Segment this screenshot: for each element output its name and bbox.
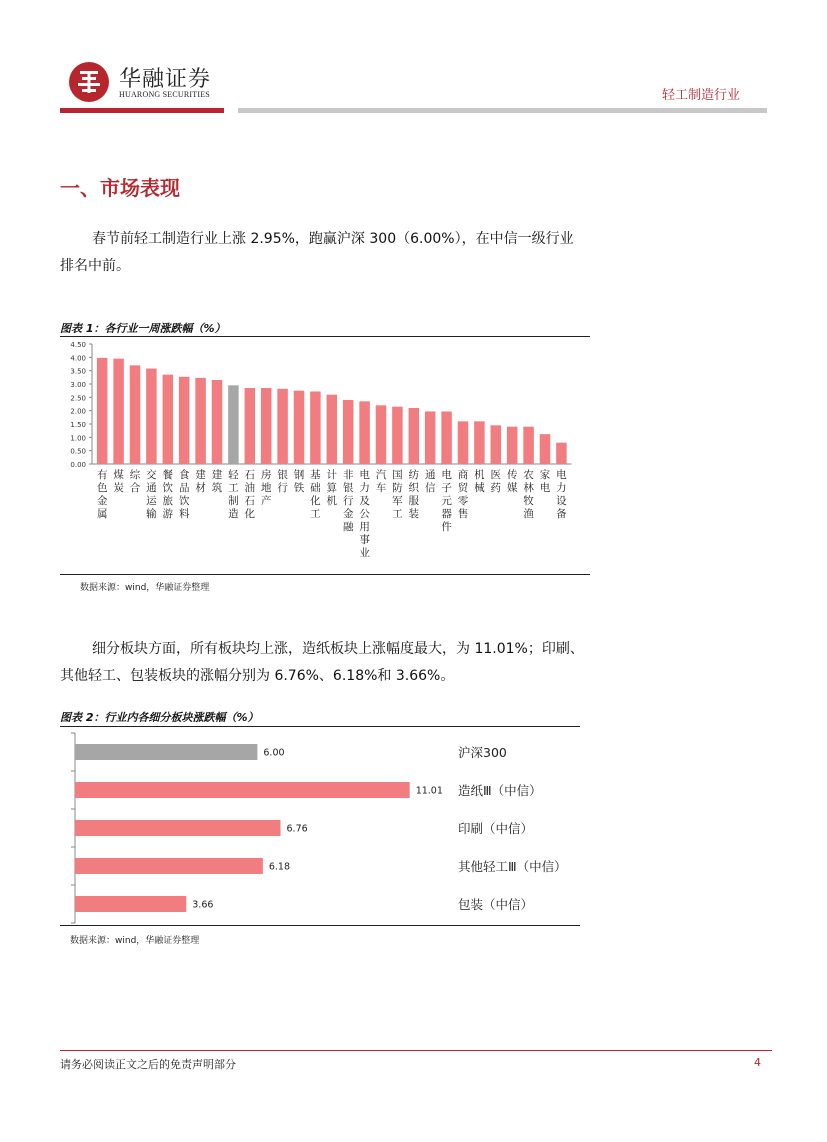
paragraph-intro: 春节前轻工制造行业上涨 2.95%，跑赢沪深 300（6.00%），在中信一级行业排名中前。 [60,231,574,274]
bar [163,375,174,464]
x-tick-label: 基础化工 [310,469,321,520]
category-label: 沪深300 [458,745,507,760]
data-label: 11.01 [415,785,443,797]
x-tick-label: 房地产 [260,469,272,507]
category-label: 印刷（中信） [458,821,534,836]
y-tick-label: 4.50 [70,341,86,349]
bar [491,425,502,464]
x-tick-label: 农林牧渔 [523,469,534,520]
data-label: 3.66 [192,899,214,911]
bar [359,401,370,464]
x-tick-label: 银行 [277,469,288,494]
company-logo-icon [69,62,109,102]
bar [261,388,272,464]
x-tick-label: 商贸零售 [457,469,469,520]
x-tick-label: 电子元器件 [441,469,452,533]
x-tick-label: 有色金属 [96,469,108,520]
data-label: 6.18 [268,861,291,873]
x-tick-label: 电力设备 [556,469,567,520]
bar [425,411,436,464]
figure2-bottom-rule [60,925,580,926]
x-tick-label: 石油石化 [244,469,256,520]
x-tick-label: 家电 [539,469,551,494]
bar [327,395,338,464]
x-tick-label: 通信 [424,469,436,494]
data-label: 6.76 [286,823,308,835]
bar [212,380,223,464]
x-tick-label: 机械 [474,469,485,494]
bar [130,365,141,464]
y-tick-label: 0.00 [70,461,86,469]
bar [75,744,257,760]
paragraph-subsectors: 细分板块方面，所有板块均上涨，造纸板块上涨幅度最大，为 11.01%；印刷、其他轻工、包装板块的涨幅分别为 6.76%、6.18%和 3.66%。 [60,641,584,684]
bar [523,427,534,464]
figure2-title: 图表 2：行业内各细分板块涨跌幅（%） [60,711,259,724]
bar [540,434,551,464]
bar [441,411,452,464]
x-tick-label: 电力及公用事业 [359,469,370,559]
logo-en-text: HUARONG SECURITIES [119,90,210,99]
bar [310,391,321,464]
industry-tag: 轻工制造行业 [662,88,741,103]
figure2-source: 数据来源：wind，华融证券整理 [70,936,200,946]
bar [75,896,186,912]
y-tick-label: 1.00 [70,434,86,443]
logo-cn-text: 华融证券 [119,67,212,92]
bar [113,359,124,464]
y-tick-label: 0.50 [70,447,86,456]
y-tick-label: 4.00 [70,354,86,363]
x-tick-label: 汽车 [375,469,387,494]
section-title: 一、市场表现 [60,176,180,200]
x-tick-label: 国防军工 [392,469,403,520]
x-tick-label: 交通运输 [146,469,157,520]
x-tick-label: 煤炭 [113,469,124,494]
bar [556,443,567,464]
figure1-top-rule [60,336,590,337]
page-number: 4 [754,1056,761,1069]
x-tick-label: 综合 [129,469,141,494]
x-tick-label: 建材 [195,469,206,494]
figure1-title: 图表 1：各行业一周涨跌幅（%） [60,322,226,335]
category-label: 包装（中信） [458,897,534,912]
x-tick-label: 轻工制造 [228,469,239,520]
header-gray-bar [238,108,767,113]
bar [245,388,256,464]
bar [277,389,288,464]
category-label: 其他轻工Ⅲ（中信） [458,859,567,874]
x-tick-label: 非银行金融 [342,469,354,533]
bar [392,407,403,464]
x-tick-label: 餐饮旅游 [162,469,174,520]
x-tick-label: 纺织服装 [408,469,420,520]
bar-chart-industries [60,338,590,574]
bar [507,427,518,464]
footer-disclaimer: 请务必阅读正文之后的免责声明部分 [60,1058,236,1071]
y-tick-label: 1.50 [70,421,86,429]
bar [376,405,387,464]
bar [179,377,190,464]
x-tick-label: 食品饮料 [178,469,190,520]
bar [195,378,206,464]
bar [294,391,305,464]
x-tick-label: 钢铁 [293,469,305,494]
x-tick-label: 计算机 [326,469,338,507]
hbar-chart-subsectors [60,727,580,925]
bar [458,421,469,464]
y-tick-label: 3.50 [70,367,86,376]
bar [146,369,157,464]
bar [75,820,281,836]
x-tick-label: 传媒 [506,469,518,494]
category-label: 造纸Ⅲ（中信） [458,783,542,798]
bar [75,782,410,798]
y-tick-label: 3.00 [70,381,86,389]
bar [75,858,263,874]
bar [97,358,108,464]
data-label: 6.00 [263,747,285,759]
x-tick-label: 建筑 [211,469,223,494]
footer-rule [60,1050,772,1051]
header-red-bar [60,108,224,113]
y-tick-label: 2.00 [70,407,86,416]
bar [228,385,239,464]
x-tick-label: 医药 [490,469,502,494]
bar [409,408,420,464]
y-tick-label: 2.50 [70,394,86,403]
bar [343,400,354,464]
bar [474,421,485,464]
figure1-source: 数据来源：wind，华融证券整理 [80,583,210,593]
figure1-bottom-rule [60,574,590,575]
